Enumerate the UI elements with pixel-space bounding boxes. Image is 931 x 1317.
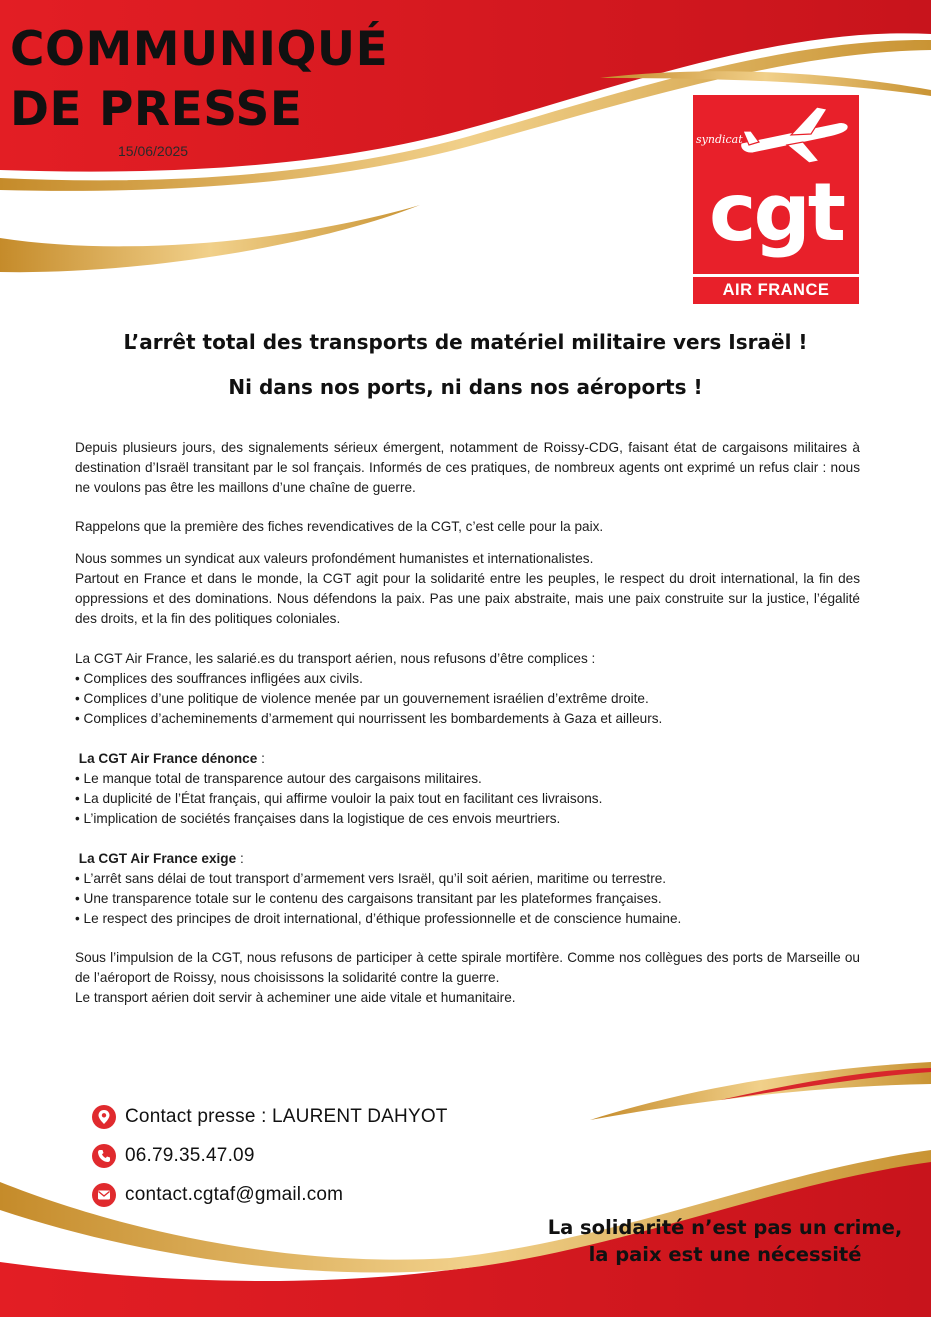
list-item-text: Complices d’acheminements d’armement qui nourrissent les bombardements à Gaza et ailleurs. [83,711,663,726]
list-item-text: Le manque total de transparence autour des cargaisons militaires. [83,771,482,786]
demand-heading [75,849,860,869]
contact-phone[interactable] [92,1143,255,1169]
bullet: • [75,871,80,886]
contact-press-text: Contact presse : LAURENT DAHYOT [125,1106,448,1127]
list-item [75,669,860,689]
slogan-line-2: la paix est une nécessité [588,1243,862,1266]
title-line-1: COMMUNIQUÉ [10,22,389,77]
paragraph-solidarity: Partout en France et dans le monde, la CGT agit pour la solidarité entre les peuples, le respect du droit international, la fin des oppressions et des dominations. Nous défendons la paix. Pas une paix abstraite, mais une paix construite sur la justice, l’égalité des droits, et la fin des politiques coloniales. [75,571,860,626]
refuse-section [75,649,860,729]
denounce-title: La CGT Air France dénonce [78,751,258,766]
body-text-2 [75,517,860,537]
denounce-heading [75,749,860,769]
bullet: • [75,911,80,926]
logo-air-france-text: AIR FRANCE [722,281,830,299]
list-item [75,809,860,829]
contact-press [92,1104,448,1130]
bullet: • [75,891,80,906]
paragraph-closing-2: Le transport aérien doit servir à acheminer une aide vitale et humanitaire. [75,990,516,1005]
location-pin-icon [92,1105,116,1129]
refuse-intro: La CGT Air France, les salarié.es du transport aérien, nous refusons d’être complices : [75,651,596,666]
logo-syndicat-text: syndicat [696,133,743,146]
bullet: • [75,711,80,726]
list-item-text: Complices d’une politique de violence menée par un gouvernement israélien d’extrême droite. [83,691,649,706]
title-line-2: DE PRESSE [10,82,303,137]
logo-cgt-text: cgt [709,166,843,259]
denounce-section [75,749,860,829]
list-item [75,769,860,789]
paragraph-values: Nous sommes un syndicat aux valeurs profondément humanistes et internationalistes. [75,551,594,566]
list-item-text: L’arrêt sans délai de tout transport d’armement vers Israël, qu’il soit aérien, maritime ou terrestre. [83,871,667,886]
slogan-line-1: La solidarité n’est pas un crime, [547,1216,903,1239]
bottom-right-gold-swoosh [590,1062,931,1120]
cgt-air-france-logo [693,95,859,304]
contact-email[interactable] [92,1182,343,1208]
body-text [75,438,860,498]
headline-line-1: L’arrêt total des transports de matériel militaire vers Israël ! [123,330,808,354]
left-gold-swoosh [0,205,420,272]
demand-section [75,849,860,929]
publication-date: 15/06/2025 [118,143,189,159]
paragraph-closing: Sous l’impulsion de la CGT, nous refusons de participer à cette spirale mortifère. Comme nos collègues des ports de Marseille ou de l’aéroport de Roissy, nous choisissons la solidarité contre la guerre. [75,950,860,985]
bullet: • [75,691,80,706]
denounce-suffix: : [257,751,265,766]
airplane-icon [733,101,853,171]
body-text-3 [75,549,860,629]
list-item-text: La duplicité de l’État français, qui affirme vouloir la paix tout en facilitant ces livraisons. [83,791,603,806]
paragraph-reminder: Rappelons que la première des fiches revendicatives de la CGT, c’est celle pour la paix. [75,519,604,534]
bullet: • [75,671,80,686]
bullet: • [75,811,80,826]
contact-email-text[interactable]: contact.cgtaf@gmail.com [125,1184,344,1205]
list-item [75,689,860,709]
closing-section [75,948,860,1008]
list-item [75,889,860,909]
contact-phone-text[interactable]: 06.79.35.47.09 [125,1145,255,1166]
list-item [75,909,860,929]
phone-icon [92,1144,116,1168]
bullet: • [75,771,80,786]
list-item-text: Le respect des principes de droit international, d’éthique professionnelle et de conscience humaine. [83,911,682,926]
headline-line-2: Ni dans nos ports, ni dans nos aéroports ! [228,375,703,399]
demand-title: La CGT Air France exige [78,851,237,866]
list-item [75,709,860,729]
mail-icon [92,1183,116,1207]
bullet: • [75,791,80,806]
paragraph-intro: Depuis plusieurs jours, des signalements sérieux émergent, notamment de Roissy-CDG, faisant état de cargaisons militaires à destination d’Israël transitant par le sol français. Informés de ces pratiques, de nombreux agents ont exprimé un refus clair : nous ne voulons pas être les maillons d’une chaîne de guerre. [75,440,860,495]
list-item-text: Complices des souffrances infligées aux civils. [83,671,363,686]
logo-divider [693,274,859,277]
list-item [75,789,860,809]
demand-suffix: : [236,851,244,866]
list-item-text: Une transparence totale sur le contenu des cargaisons transitant par les plateformes françaises. [83,891,662,906]
list-item [75,869,860,889]
list-item-text: L’implication de sociétés françaises dans la logistique de ces envois meurtriers. [83,811,561,826]
